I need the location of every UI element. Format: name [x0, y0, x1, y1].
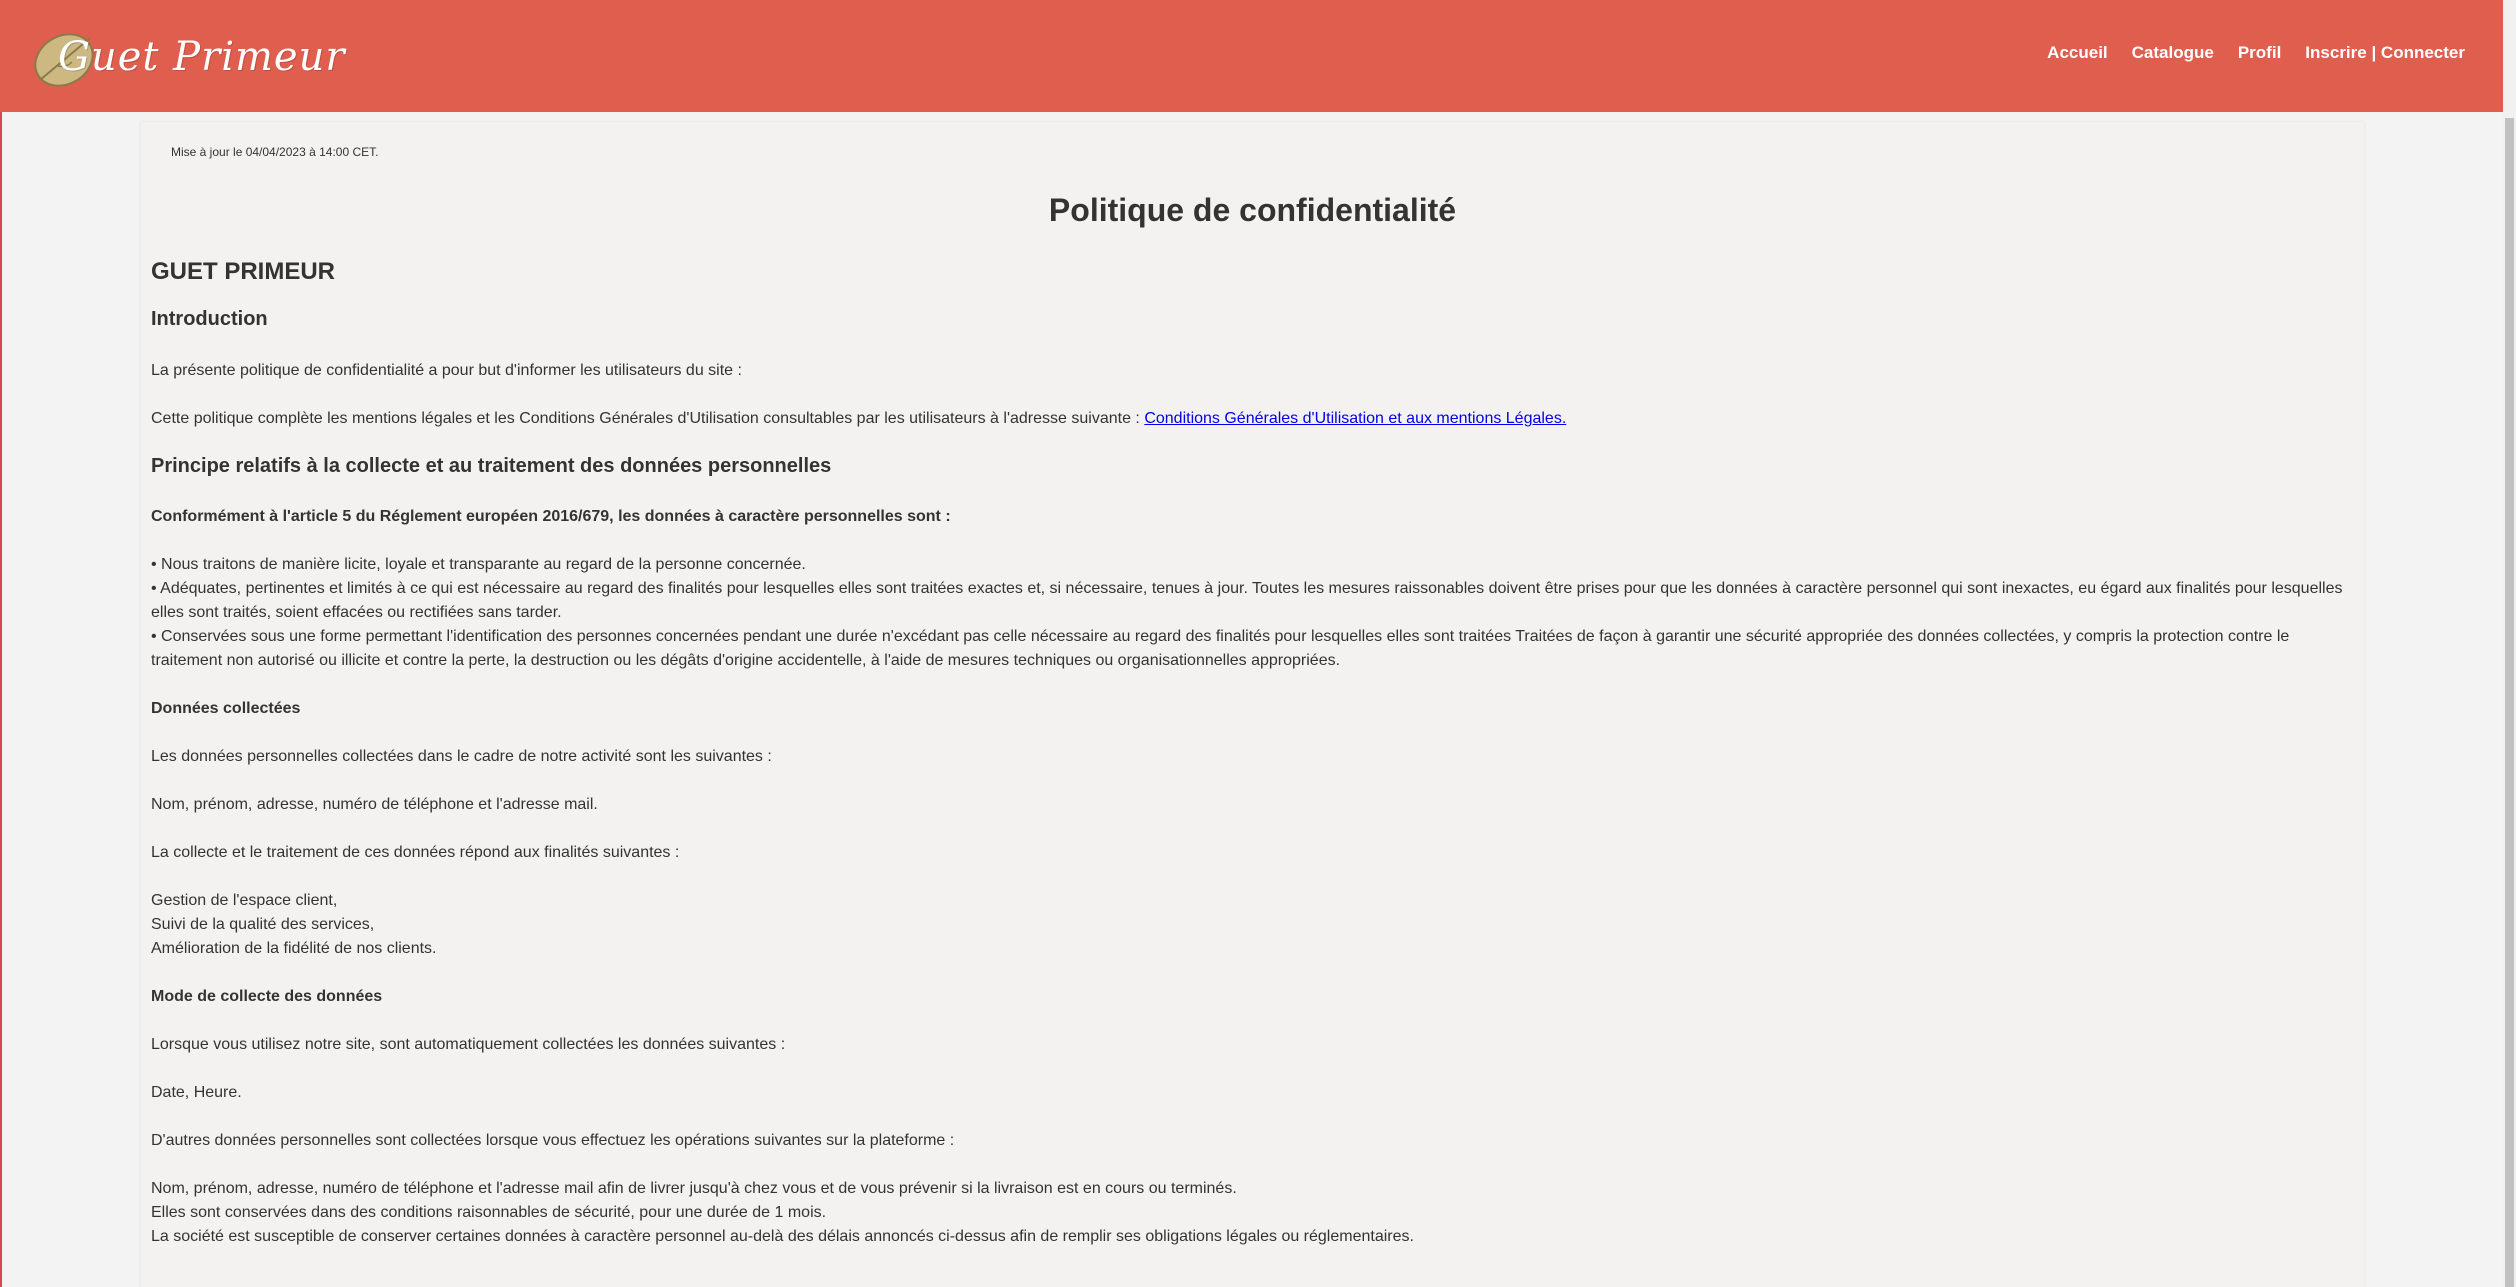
- nav-profil[interactable]: Profil: [2237, 43, 2282, 62]
- cgu-link[interactable]: Conditions Générales d'Utilisation et aux mentions Légales.: [1144, 410, 1567, 427]
- collected-list-item-2: Suivi de la qualité des services,: [151, 916, 375, 933]
- mode-paragraph-2: Date, Heure.: [151, 1084, 242, 1101]
- nav-accueil[interactable]: Accueil: [2047, 43, 2108, 62]
- main-content: [141, 122, 2364, 1287]
- intro-paragraph-1: La présente politique de confidentialité a pour but d'informer les utilisateurs du site :: [151, 362, 742, 379]
- principles-bullet-2: • Adéquates, pertinentes et limités à ce qui est nécessaire au regard des finalités pour lesquelles elles sont traitées exactes et, si nécessaire, tenues à jour. Toutes les mesures raissonables doivent être prises pour que les données à caractère personnel qui sont inexactes, eu égard aux finalités pour lesquelles elles sont traités, soient effacées ou rectifiées sans tarder.: [151, 580, 2343, 621]
- mode-list-item-1: Nom, prénom, adresse, numéro de téléphone et l'adresse mail afin de livrer jusqu'à chez vous et de vous prévenir si la livraison est en cours ou terminés.: [151, 1180, 1237, 1197]
- company-name: GUET PRIMEUR: [151, 258, 336, 285]
- collected-paragraph-3: La collecte et le traitement de ces données répond aux finalités suivantes :: [151, 844, 680, 861]
- principles-bullet-3: • Conservées sous une forme permettant l'identification des personnes concernées pendant une durée n'excédant pas celle nécessaire au regard des finalités pour lesquelles elles sont traitées Traitées de façon à garantir une sécurité appropriée des données collectées, y compris la protection contre le traitement non autorisé ou illicite et contre la perte, la destruction ou les dégâts d'origine accidentelle, à l'aide de mesures techniques ou organisationnelles appropriées.: [151, 628, 2290, 669]
- left-edge: [0, 112, 2, 1287]
- collected-heading: Données collectées: [151, 700, 301, 717]
- principles-heading: Principe relatifs à la collecte et au traitement des données personnelles: [151, 455, 832, 477]
- page-title: Politique de confidentialité: [1048, 192, 1457, 228]
- mode-list-item-2: Elles sont conservées dans des conditions raisonnables de sécurité, pour une durée de 1 mois.: [151, 1204, 827, 1221]
- collected-list-item-1: Gestion de l'espace client,: [151, 892, 338, 909]
- nav-inscrire-connecter[interactable]: Inscrire | Connecter: [2305, 43, 2465, 62]
- principles-subheading: Conformément à l'article 5 du Réglement européen 2016/679, les données à caractère personnelles sont :: [151, 508, 951, 525]
- collected-list-item-3: Amélioration de la fidélité de nos clients.: [151, 940, 437, 957]
- logo[interactable]: [28, 24, 346, 94]
- collected-paragraph-1: Les données personnelles collectées dans le cadre de notre activité sont les suivantes :: [151, 748, 772, 765]
- logo-text: Guet Primeur: [58, 34, 346, 80]
- principles-bullet-1: • Nous traitons de manière licite, loyale et transparante au regard de la personne concernée.: [151, 556, 806, 573]
- mode-paragraph-3: D'autres données personnelles sont collectées lorsque vous effectuez les opérations suivantes sur la plateforme :: [151, 1132, 955, 1149]
- intro-heading: Introduction: [151, 308, 268, 330]
- intro-paragraph-2: [151, 407, 2354, 431]
- page-scrollbar[interactable]: [2503, 0, 2516, 1287]
- nav-catalogue[interactable]: Catalogue: [2131, 43, 2214, 62]
- mode-list-item-3: La société est susceptible de conserver certaines données à caractère personnel au-delà des délais annoncés ci-dessus afin de remplir ses obligations légales ou réglementaires.: [151, 1228, 1414, 1245]
- main-nav: [2047, 43, 2465, 63]
- intro-paragraph-2-text: Cette politique complète les mentions légales et les Conditions Générales d'Utilisation consultables par les utilisateurs à l'adresse suivante :: [151, 410, 1145, 427]
- scrollbar-thumb[interactable]: [2505, 118, 2514, 1287]
- header: [0, 0, 2503, 112]
- collected-paragraph-2: Nom, prénom, adresse, numéro de téléphone et l'adresse mail.: [151, 796, 598, 813]
- mode-paragraph-1: Lorsque vous utilisez notre site, sont automatiquement collectées les données suivantes :: [151, 1036, 786, 1053]
- mode-heading: Mode de collecte des données: [151, 988, 383, 1005]
- last-updated: Mise à jour le 04/04/2023 à 14:00 CET.: [171, 145, 379, 159]
